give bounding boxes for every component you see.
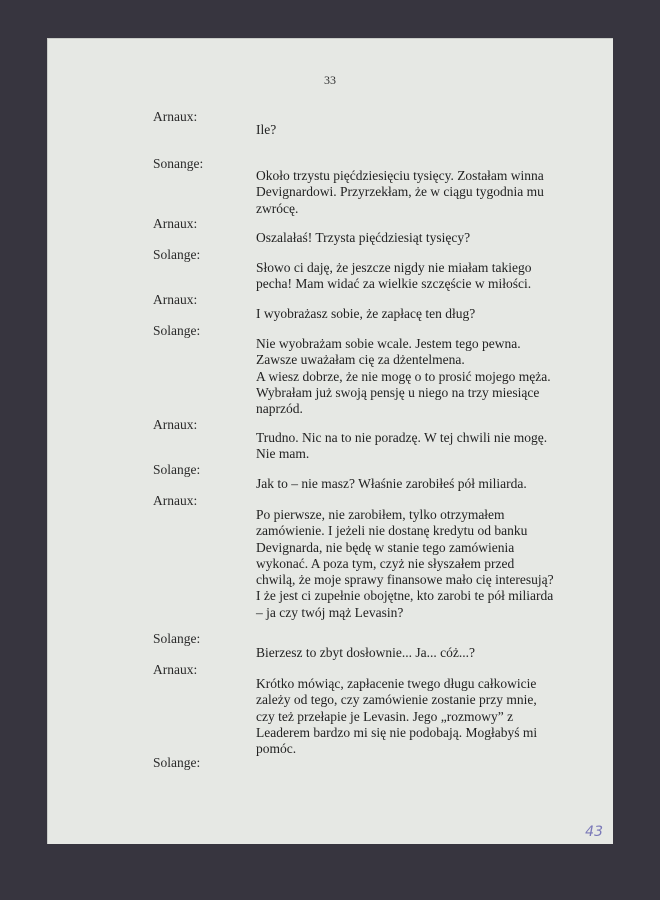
speech-line: naprzód.	[256, 401, 303, 417]
speech-block	[256, 676, 606, 757]
speech-block	[256, 230, 606, 246]
speech-line: Nie mam.	[256, 446, 310, 462]
speech-line: Leaderem bardzo mi się nie podobają. Mogłabyś mi	[256, 724, 538, 740]
speaker-label: Arnaux:	[153, 109, 198, 124]
handwritten-page-mark: 43	[585, 824, 603, 840]
speech-line: czy też przełapie je Levasin. Jego „rozmowy” z	[256, 708, 514, 724]
speech-line: Devignarda, nie będę w stanie tego zamówienia	[256, 539, 515, 555]
speaker-label: Solange:	[153, 462, 201, 477]
speech-block	[256, 430, 606, 463]
speech-block	[256, 476, 606, 492]
speech-line: I wyobrażasz sobie, że zapłacę ten dług?	[256, 306, 476, 321]
speaker-label: Arnaux:	[153, 216, 198, 231]
speech-block	[256, 645, 606, 661]
speech-line: Zawsze uważałam cię za dżentelmena.	[256, 352, 465, 368]
speaker-label: Sonange:	[153, 156, 204, 171]
speech-line: zwrócę.	[256, 200, 299, 216]
speech-line: Bierzesz to zbyt dosłownie... Ja... cóż...?	[256, 645, 475, 660]
speech-line: Trudno. Nic na to nie poradzę. W tej chwili nie mogę.	[256, 430, 548, 445]
speech-line: Słowo ci daję, że jeszcze nigdy nie miałam takiego	[256, 260, 532, 275]
speech-line: I że jest ci zupełnie obojętne, kto zarobi te pół miliarda	[256, 588, 554, 604]
speaker-label: Arnaux:	[153, 662, 198, 677]
speech-line: zależy od tego, czy zamówienie zostanie przy mnie,	[256, 692, 537, 708]
speaker-label: Solange:	[153, 323, 201, 338]
speech-line: A wiesz dobrze, że nie mogę o to prosić mojego męża.	[256, 368, 551, 384]
speech-line: – ja czy twój mąż Levasin?	[256, 604, 404, 620]
speaker-label: Arnaux:	[153, 493, 198, 508]
speaker-label: Solange:	[153, 631, 201, 646]
speech-line: wykonać. A poza tym, czyż nie słyszałem przed	[256, 555, 515, 571]
speech-line: Ile?	[256, 122, 277, 137]
speech-block	[256, 168, 606, 217]
speech-line: Jak to – nie masz? Właśnie zarobiłeś pół miliarda.	[256, 476, 527, 491]
speech-line: Wybrałam już swoją pensję u niego na trzy miesiące	[256, 384, 540, 400]
speech-block	[256, 260, 606, 293]
speaker-label: Solange:	[153, 755, 201, 770]
speech-block	[256, 336, 606, 417]
speech-line: Około trzystu pięćdziesięciu tysięcy. Zostałam winna	[256, 168, 544, 183]
speech-line: Krótko mówiąc, zapłacenie twego długu całkowicie	[256, 676, 537, 691]
speech-block	[256, 306, 606, 322]
speech-line: pomóc.	[256, 741, 297, 757]
speech-line: Devignardowi. Przyrzekłam, że w ciągu tygodnia mu	[256, 184, 544, 200]
page-number: 33	[324, 73, 336, 87]
speech-line: chwilą, że moje sprawy finansowe mało cię interesują?	[256, 572, 554, 588]
document-page	[47, 38, 613, 844]
speech-line: Oszalałaś! Trzysta pięćdziesiąt tysięcy?	[256, 230, 471, 245]
speaker-label: Arnaux:	[153, 292, 198, 307]
speaker-label: Arnaux:	[153, 417, 198, 432]
speech-line: Nie wyobrażam sobie wcale. Jestem tego pewna.	[256, 336, 521, 351]
speech-line: zamówienie. I jeżeli nie dostanę kredytu od banku	[256, 523, 528, 539]
speech-line: pecha! Mam widać za wielkie szczęście w miłości.	[256, 276, 532, 292]
speech-line: Po pierwsze, nie zarobiłem, tylko otrzymałem	[256, 507, 505, 522]
speech-block	[256, 122, 606, 138]
speaker-label: Solange:	[153, 247, 201, 262]
speech-block	[256, 507, 606, 621]
